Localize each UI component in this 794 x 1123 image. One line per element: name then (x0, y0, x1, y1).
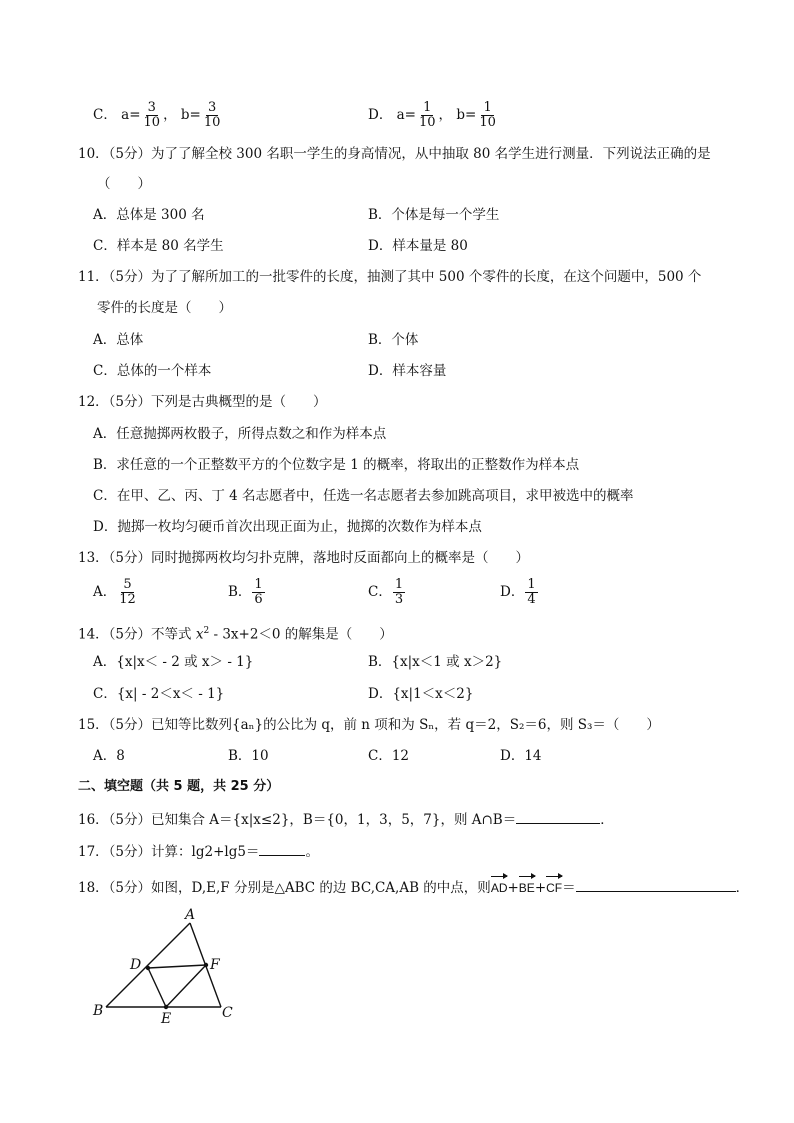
equals-sign: ＝ (562, 880, 576, 896)
stem-end: ． (600, 812, 614, 828)
option-label: C． (368, 584, 392, 600)
q13-option-d (500, 577, 539, 607)
q10-stem: 10．（5分）为了了解全校 300 名职一学生的身高情况，从中抽取 80 名学生进行测量．下列说法正确的是 (78, 146, 711, 162)
label-e: E (161, 1011, 172, 1027)
answer-blank (516, 809, 600, 824)
q12-option-a: A．任意抛掷两枚骰子，所得点数之和作为样本点 (93, 426, 387, 442)
option-label: B． (228, 584, 252, 600)
q16-stem (78, 809, 614, 829)
var-a: a= (396, 107, 416, 123)
q15-option-b: B．10 (228, 748, 269, 764)
label-b: B (93, 1003, 104, 1019)
var-b: b= (180, 107, 201, 123)
separator: ， (163, 107, 177, 123)
stem-text: 16．（5分）已知集合 A＝{x|x≤2}，B＝{0，1，3，5，7}，则 A∩B＝ (78, 812, 517, 828)
q15-stem: 15．（5分）已知等比数列{aₙ}的公比为 q，前 n 项和为 Sₙ，若 q＝2，S₂＝6，则 S₃＝（ ） (78, 717, 660, 733)
var-a: a= (121, 107, 141, 123)
q14-option-d: D．{x|1＜x＜2} (368, 686, 474, 702)
label-a: A (185, 907, 196, 923)
q11-option-a: A．总体 (93, 332, 144, 348)
fraction: $\frac{1}{10}$ (479, 100, 496, 130)
q14-stem (78, 622, 393, 644)
exponent: 2 (203, 626, 210, 636)
label-c: C (222, 1005, 233, 1021)
stem-text: 17．（5分）计算：lg2+lg5＝ (78, 844, 260, 860)
q15-option-c: C．12 (368, 748, 410, 764)
var-b: b= (456, 107, 477, 123)
point-f (204, 963, 208, 967)
point-d (146, 966, 150, 970)
plus-sign: + (534, 880, 547, 896)
separator: ， (438, 107, 453, 123)
vector-be: BE (518, 881, 535, 895)
q10-option-d: D．样本量是 80 (368, 238, 468, 254)
q11-stem: 11．（5分）为了了解所加工的一批零件的长度，抽测了其中 500 个零件的长度，在这个问题中，500 个 (78, 269, 702, 285)
q15-option-d: D．14 (500, 748, 542, 764)
option-label: D． (500, 584, 525, 600)
vector-ad: AD (490, 881, 508, 895)
fraction: $\frac{3}{10}$ (143, 100, 161, 130)
point-e (164, 1005, 168, 1009)
q12-option-b: B．求任意的一个正整数平方的个位数字是 1 的概率，将取出的正整数作为样本点 (93, 457, 580, 473)
vector-cf: CF (546, 881, 563, 895)
q13-option-c (368, 577, 406, 607)
label-f: F (210, 957, 220, 973)
q12-option-d: D．抛掷一枚均匀硬币首次出现正面为止，抛掷的次数作为样本点 (93, 519, 482, 535)
fraction: $\frac{1}{6}$ (254, 577, 263, 607)
q11-option-c: C．总体的一个样本 (93, 363, 212, 379)
variable-x: x (195, 626, 204, 643)
fraction: $\frac{5}{12}$ (119, 577, 136, 607)
q10-option-b: B．个体是每一个学生 (368, 207, 500, 223)
section-heading: 二、填空题（共 5 题，共 25 分） (78, 779, 280, 794)
q14-option-a: A．{x|x＜ - 2 或 x＞ - 1} (93, 654, 254, 670)
stem-text: 14．（5分）不等式 (78, 626, 196, 643)
segment-ef (166, 965, 206, 1007)
q17-stem (78, 841, 319, 861)
segment-df (148, 965, 206, 968)
triangle-figure (80, 905, 250, 1030)
q12-option-c: C．在甲、乙、丙、丁 4 名志愿者中，任选一名志愿者去参加跳高项目，求甲被选中的概率 (93, 488, 634, 504)
q12-stem: 12．（5分）下列是古典概型的是（ ） (78, 394, 327, 410)
q10-option-c: C．样本是 80 名学生 (93, 238, 224, 254)
q11-stem-cont: 零件的长度是（ ） (97, 300, 232, 316)
q9-option-d (368, 100, 499, 130)
fraction: $\frac{3}{10}$ (203, 100, 221, 130)
q13-option-b (228, 577, 266, 607)
stem-text: 18．（5分）如图，D,E,F 分别是△ABC 的边 BC,CA,AB 的中点，则 (78, 880, 491, 896)
q13-stem: 13．（5分）同时抛掷两枚均匀扑克牌，落地时反面都向上的概率是（ ） (78, 550, 530, 566)
q11-option-b: B．个体 (368, 332, 419, 348)
q18-stem (78, 877, 749, 897)
q14-option-c: C．{x| - 2＜x＜ - 1} (93, 686, 225, 702)
q9-option-c (93, 100, 223, 130)
stem-text: - 3x+2＜0 的解集是（ ） (209, 626, 393, 643)
plus-sign: + (507, 880, 519, 896)
q10-option-a: A．总体是 300 名 (93, 207, 205, 223)
option-label: D． (368, 107, 393, 123)
fraction: $\frac{1}{10}$ (419, 100, 436, 130)
answer-blank (576, 877, 736, 892)
option-label: A． (93, 584, 117, 600)
segment-de (148, 968, 166, 1007)
option-label: C． (93, 107, 117, 123)
q11-option-d: D．样本容量 (368, 363, 447, 379)
q13-option-a (93, 577, 139, 607)
stem-end: 。 (305, 844, 319, 860)
q10-paren: （ ） (97, 176, 151, 192)
q14-option-b: B．{x|x＜1 或 x＞2} (368, 654, 503, 670)
stem-end: ． (735, 880, 750, 896)
answer-blank (259, 841, 305, 856)
fraction: $\frac{1}{3}$ (394, 577, 404, 607)
fraction: $\frac{1}{4}$ (527, 577, 536, 607)
q15-option-a: A．8 (93, 748, 125, 764)
label-d: D (130, 957, 142, 973)
